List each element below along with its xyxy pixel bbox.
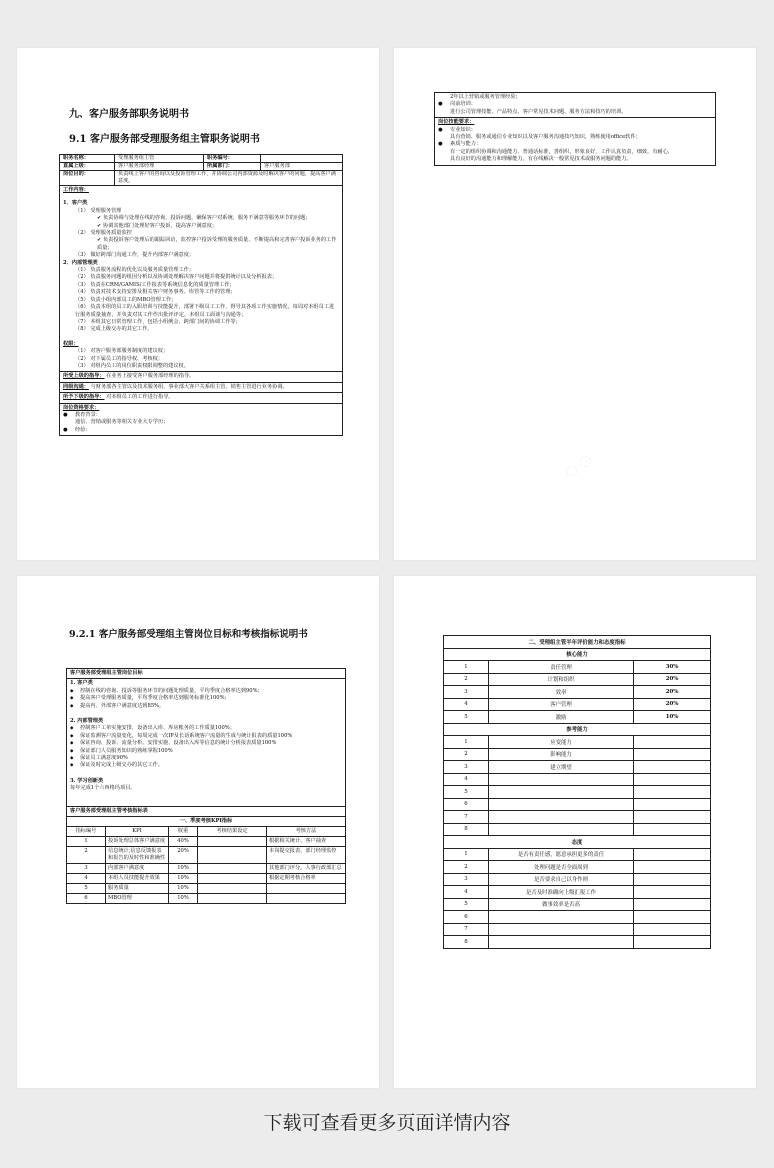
list-item: （4） 负责对技术支持安排及相关客户财务事务、库管等工作的管理； [75,289,236,296]
job-no-label: 职务编号： [204,155,261,163]
row-weight [634,811,711,824]
goal-3-title: 3. 学习创新类 [70,777,104,784]
row-no: 4 [444,698,489,711]
row-name [489,773,634,786]
core-ability-title: 核心能力 [444,648,711,661]
rights-title: 权限： [63,340,79,347]
document-page-2 [394,48,756,560]
section-heading: 9.1 客户服务部受理服务组主管职务说明书 [69,134,260,145]
row-weight: 10% [634,711,711,724]
table-row [444,823,711,836]
ref-ability-title: 参考能力 [444,723,711,736]
row-name [489,823,634,836]
row-no: 7 [444,923,489,936]
row-no: 7 [444,811,489,824]
attitude-title: 态度 [444,836,711,849]
skills-block [434,118,716,165]
kpi-doc-title: 9.2.1 客户服务部受理组主管岗位目标和考核指标说明书 [69,629,308,640]
goal-3-text: 每年完成1个六西格玛项目。 [70,785,136,792]
diamond-bullet-icon: ◆ [70,763,74,769]
table-row [444,873,711,886]
list-item-text: 具有良好的沟通能力和理解能力，有在线解决一般常见技术或服务问题的能力。 [450,156,632,163]
ability-attitude-table [443,635,711,949]
bullet-icon: ● [63,411,68,418]
row-no: 5 [444,786,489,799]
diamond-bullet-icon: ◆ [70,733,74,739]
kpi-weight: 10% [169,874,198,884]
row-no: 2 [444,861,489,874]
list-item [70,695,342,702]
row-name [489,798,634,811]
table-row [444,848,711,861]
goal-2-items [70,725,342,769]
table-row [444,673,711,686]
table-row [67,847,346,864]
row-no: 1 [444,848,489,861]
kpi-table-header [67,827,346,837]
client-section-title: 1．客户类 [63,200,88,207]
diamond-bullet-icon: ◆ [70,696,74,702]
table-section-row [444,836,711,849]
list-item-text: 提高客户受理服务质量，平均季度合格率达到服务标准化100%； [80,695,230,702]
kpi-weight: 20% [169,847,198,864]
row-no: 5 [444,711,489,724]
kpi-result [198,847,267,864]
list-item: （3） 对组内员工的岗位职责权限调整的建议权。 [75,362,189,369]
kpi-result [198,864,267,874]
list-item: （2） 负责服务问题的组因分析以及协调处理解决客户问题并将提供统计以及分析报表； [75,274,278,281]
row-name [489,786,634,799]
row-weight [634,848,711,861]
list-item-text: 2年以上营销或服务管理经验； [450,94,521,100]
kpi-name: 信息统计,信息反馈报表和报告的及时性和准确性 [106,847,169,864]
guide-label: 所受上级的指导： [63,373,105,380]
row-weight [634,773,711,786]
diamond-bullet-icon: ◆ [70,741,74,747]
list-item [70,703,342,710]
client-items [63,208,339,260]
requirements-items [63,412,339,434]
kpi-table [66,817,346,904]
list-item [70,748,342,755]
rights-items [63,348,339,370]
list-item [70,740,342,747]
work-content-title: 工作内容： [63,187,89,193]
row-weight: 30% [634,661,711,674]
goal-block [66,679,346,806]
kpi-column-header: 考核结果设定 [198,827,267,837]
experience-block [434,92,716,118]
list-item [438,109,712,116]
skills-lines [438,127,712,164]
row-no: 2 [444,748,489,761]
list-item-text: 保证监测客户流量变化，每周完成一次IP及长话系统客户流量的生成与统计报表的质量100% [80,732,293,739]
requirements-block [59,404,343,437]
row-name: 激励 [489,711,634,724]
row-weight [634,886,711,899]
table-row [444,773,711,786]
row-name: 处理问题是否全面周到 [489,861,634,874]
list-item [438,94,712,101]
purpose-value: 负责线上客户的咨询以及投诉管理工作，并协调公司内部资源及时解决客户的问题，提高客户满意度。 [115,171,343,186]
table-row [444,686,711,699]
list-item-text: 控制在线的咨询、投诉等服务环节的问题处理质量，平均季度合格率达到90%； [80,687,263,694]
table-row [444,861,711,874]
document-page-4 [394,576,756,1088]
watermark-icon: ◌ ◌ [562,451,595,481]
job-name-value: 受理服务组主管 [115,155,204,163]
kpi-method [267,884,346,894]
list-item: （5） 负责小组内部员工的MBO管理工作； [75,296,177,303]
list-item [70,725,342,732]
table-row [444,936,711,949]
diamond-bullet-icon: ◆ [70,756,74,762]
kpi-no: 2 [67,847,106,864]
kpi-method: 根据定期考核合格率 [267,874,346,884]
kpi-result [198,884,267,894]
row-weight [634,761,711,774]
table-row [444,711,711,724]
row-weight [634,898,711,911]
bullet-icon: ● [438,126,443,133]
row-name: 效率 [489,686,634,699]
list-item-text: 具有营销、服务或通信专业知识以及客户服务沟通技巧知识，熟练使用office软件； [450,134,641,141]
row-weight [634,736,711,749]
list-item-text: 教育背景： [75,411,101,418]
document-page-1 [17,48,379,560]
superior-value: 客户服务部经理 [115,163,204,171]
list-item: （6） 负责本组的员工的入职培训与技能提升，部署下级员工工作，督导其各项工作实施情况，每周对本组员工进行服务质量抽查，并负责对其工作作出批评评定，本组员工面谈与沟通等； [75,304,335,318]
list-item: （3） 做好跨部门沟通工作，提升内部客户满意度； [75,252,195,259]
list-item-text: 保证部门人员服务知识的熟练掌握100% [80,747,173,754]
purpose-label: 岗位目的： [60,171,115,186]
row-no: 1 [444,661,489,674]
row-weight [634,923,711,936]
row-name: 是否有责任感，愿意承担更多的责任 [489,848,634,861]
row-no: 8 [444,936,489,949]
superior-label: 直属上级： [60,163,115,171]
row-name: 是否及时准确向上级汇报工作 [489,886,634,899]
row-weight [634,823,711,836]
list-item-text: 岗前培训： [450,101,476,108]
table-row [444,811,711,824]
kpi-column-header: 考核方法 [267,827,346,837]
coop-row [59,383,343,393]
list-item: （1） 受理服务管理 [75,207,122,214]
list-item: （7） 本组其它日常管理工作，包括小组例会、跨部门间的协调工作等； [75,318,241,325]
list-item-text: 保证员工满意度90% [80,755,128,762]
goal-1-title: 1. 客户类 [70,680,93,687]
document-page-3 [17,576,379,1088]
bullet-icon: ● [438,141,443,148]
kpi-method: 根据相关统计、客户抽查 [267,837,346,847]
table-row [67,837,346,847]
table-row [67,894,346,904]
kpi-method: 其他部门评分，人事行政部汇总 [267,864,346,874]
row-no: 6 [444,911,489,924]
row-no: 4 [444,773,489,786]
table-row [67,874,346,884]
diamond-bullet-icon: ◆ [70,688,74,694]
table-row [444,923,711,936]
list-item-text: 专业知识： [450,126,476,133]
list-item: ✔ 负责投诉客户处理后的跟踪回访，监控客户投诉受理的服务质量，不断提高和完善客户投诉业务的工作质量； [97,237,337,251]
list-item: （1） 负责服务流程的优化以及服务质量管理工作； [75,267,195,274]
kpi-result [198,874,267,884]
goal-form [66,668,346,904]
list-item: （2） 受理服务质量监控 [75,230,132,237]
row-name: 建立期望 [489,761,634,774]
kpi-name: MBO管理 [106,894,169,904]
list-item [438,101,712,108]
row-name [489,811,634,824]
table-row [67,864,346,874]
list-item-text: 提高内、外部客户满意度达到85%。 [80,702,165,709]
row-weight [634,911,711,924]
table-section-row [444,723,711,736]
row-name: 影响能力 [489,748,634,761]
ability-table-body [444,636,711,949]
row-name [489,936,634,949]
kpi-column-header: KPI [106,827,169,837]
bullet-icon: ● [63,426,68,433]
kpi-name: 投诉处理总体客户满意度 [106,837,169,847]
diamond-bullet-icon: ◆ [70,748,74,754]
row-no: 2 [444,673,489,686]
row-weight [634,873,711,886]
row-no: 6 [444,798,489,811]
kpi-no: 4 [67,874,106,884]
dept-label: 所属部门： [204,163,261,171]
table-row [444,736,711,749]
skills-title: 岗位技能要求： [438,119,475,126]
row-name [489,923,634,936]
internal-items [63,267,339,334]
download-caption: 下载可查看更多页面详情内容 [263,1112,511,1134]
table-row [444,798,711,811]
list-item [63,419,339,426]
row-name: 计划和组织 [489,673,634,686]
row-no: 5 [444,898,489,911]
list-item-text: 经验： [75,426,91,433]
table-section-row [444,636,711,649]
kpi-no: 1 [67,837,106,847]
row-name: 做事效率是否高 [489,898,634,911]
table-row [67,884,346,894]
coop-label: 同级沟通： [63,383,89,390]
list-item-text: 素质与能力： [450,141,482,148]
sub-text: 对本组员工的工作进行指导。 [106,394,174,401]
experience-lines [438,94,712,116]
kpi-no: 5 [67,884,106,894]
table-section-row [444,648,711,661]
row-no: 3 [444,761,489,774]
continued-form [434,92,716,166]
row-weight: 20% [634,673,711,686]
diamond-bullet-icon: ◆ [70,703,74,709]
table-row [444,661,711,674]
kpi-name: 本组人员技能提升效果 [106,874,169,884]
list-item: （8） 完成上级交办的其它工作。 [75,326,153,333]
job-no-value [261,155,343,163]
row-name: 责任管理 [489,661,634,674]
table-row [444,698,711,711]
kpi-name: 服务质量 [106,884,169,894]
row-weight [634,798,711,811]
kpi-table-body [67,837,346,904]
job-description-form [59,154,343,436]
kpi-result [198,837,267,847]
row-name: 应变能力 [489,736,634,749]
list-item [438,141,712,148]
row-name: 客户管理 [489,698,634,711]
internal-section-title: 2．内部管理类 [63,259,98,266]
list-item: （2） 对下属员工的指导权、考核权； [75,355,163,362]
table-row [444,786,711,799]
kpi-method [267,894,346,904]
kpi-header: 客户服务部受理组主管考核指标表 [66,807,346,817]
row-weight: 20% [634,698,711,711]
table-row [444,886,711,899]
row-no: 4 [444,886,489,899]
work-content-block [59,186,343,372]
row-name [489,911,634,924]
kpi-column-header: 指标编号 [67,827,106,837]
kpi-method: 本岗提交报表，部门经理监控 [267,847,346,864]
kpi-weight: 10% [169,864,198,874]
row-weight: 20% [634,686,711,699]
kpi-column-header: 权重 [169,827,198,837]
list-item: ✔ 负责协调与处理在线的咨询、投诉问题，确保客户对系统、服务不满意等服务环节的问题； [97,215,311,222]
chapter-heading: 九、客户服务部职务说明书 [69,109,189,120]
row-weight [634,748,711,761]
sub-row [59,393,343,403]
row-no: 8 [444,823,489,836]
list-item [63,427,339,434]
ability-table-title: 二、受理组主管半年评价能力和态度指标 [444,636,711,649]
kpi-weight: 10% [169,894,198,904]
row-no: 1 [444,736,489,749]
kpi-weight: 40% [169,837,198,847]
kpi-no: 3 [67,864,106,874]
kpi-result [198,894,267,904]
dept-value: 客户服务部 [261,163,343,171]
goal-2-title: 2. 内部管理类 [70,718,104,725]
list-item-text: 进行公司管理技能、产品特点、客户常见技术问题、服务方法和技巧的培训。 [450,108,627,115]
kpi-name: 内部客户满意度 [106,864,169,874]
row-name: 是否要求自己以身作则 [489,873,634,886]
list-item: （3） 负责在CRM/GAMIS/工作报表等系统信息化的质量管理工作； [75,281,235,288]
row-no: 3 [444,873,489,886]
row-weight [634,861,711,874]
kpi-no: 6 [67,894,106,904]
goal-header: 客户服务部受理组主管岗位目标 [66,668,346,679]
row-weight [634,786,711,799]
kpi-weight: 10% [169,884,198,894]
row-no: 3 [444,686,489,699]
guide-row [59,372,343,382]
list-item-text: 保证咨询、投诉、流量分析、安排实施、设备出入库等信息的统计分析报表质量100% [80,740,277,747]
bullet-icon: ● [438,101,443,108]
list-item-text: 保证及时完成上级交办的其它工作。 [80,762,164,769]
diamond-bullet-icon: ◆ [70,726,74,732]
table-row [444,898,711,911]
list-item: ✔ 协调其他部门处理好客户投诉，提高客户满意度； [97,222,218,229]
list-item-text: 有一定的组织协调和沟通能力，普通话标准，善组织，形象良好，工作认真负责，细致，有耐心， [450,148,674,155]
list-item-text: 控制客户工单实施安排，设备出入库、库房帐务的工作质量100%； [80,725,235,732]
goal-1-items [70,688,342,710]
row-weight [634,936,711,949]
table-row [444,761,711,774]
kpi-table-title: 一、季度考核KPI指标 [67,817,346,827]
list-item [70,762,342,769]
job-name-label: 职务名称： [60,155,115,163]
list-item: （1） 对客户服务部服务制度的建议权； [75,348,169,355]
requirements-title: 岗位资格要求： [63,404,100,411]
table-row [444,911,711,924]
sub-label: 所予下级的指导： [63,394,105,401]
list-item [438,156,712,163]
table-row [444,748,711,761]
list-item [438,127,712,134]
guide-text: 在业务上接受客户服务部经理的指导。 [106,373,195,380]
list-item-text: 通信、营销或服务等相关专业大专学历； [75,419,169,426]
coop-text: 与财务部各主管以及技术服务组、事业部大客户关系组主管、销售主管进行业务协调。 [90,383,288,390]
